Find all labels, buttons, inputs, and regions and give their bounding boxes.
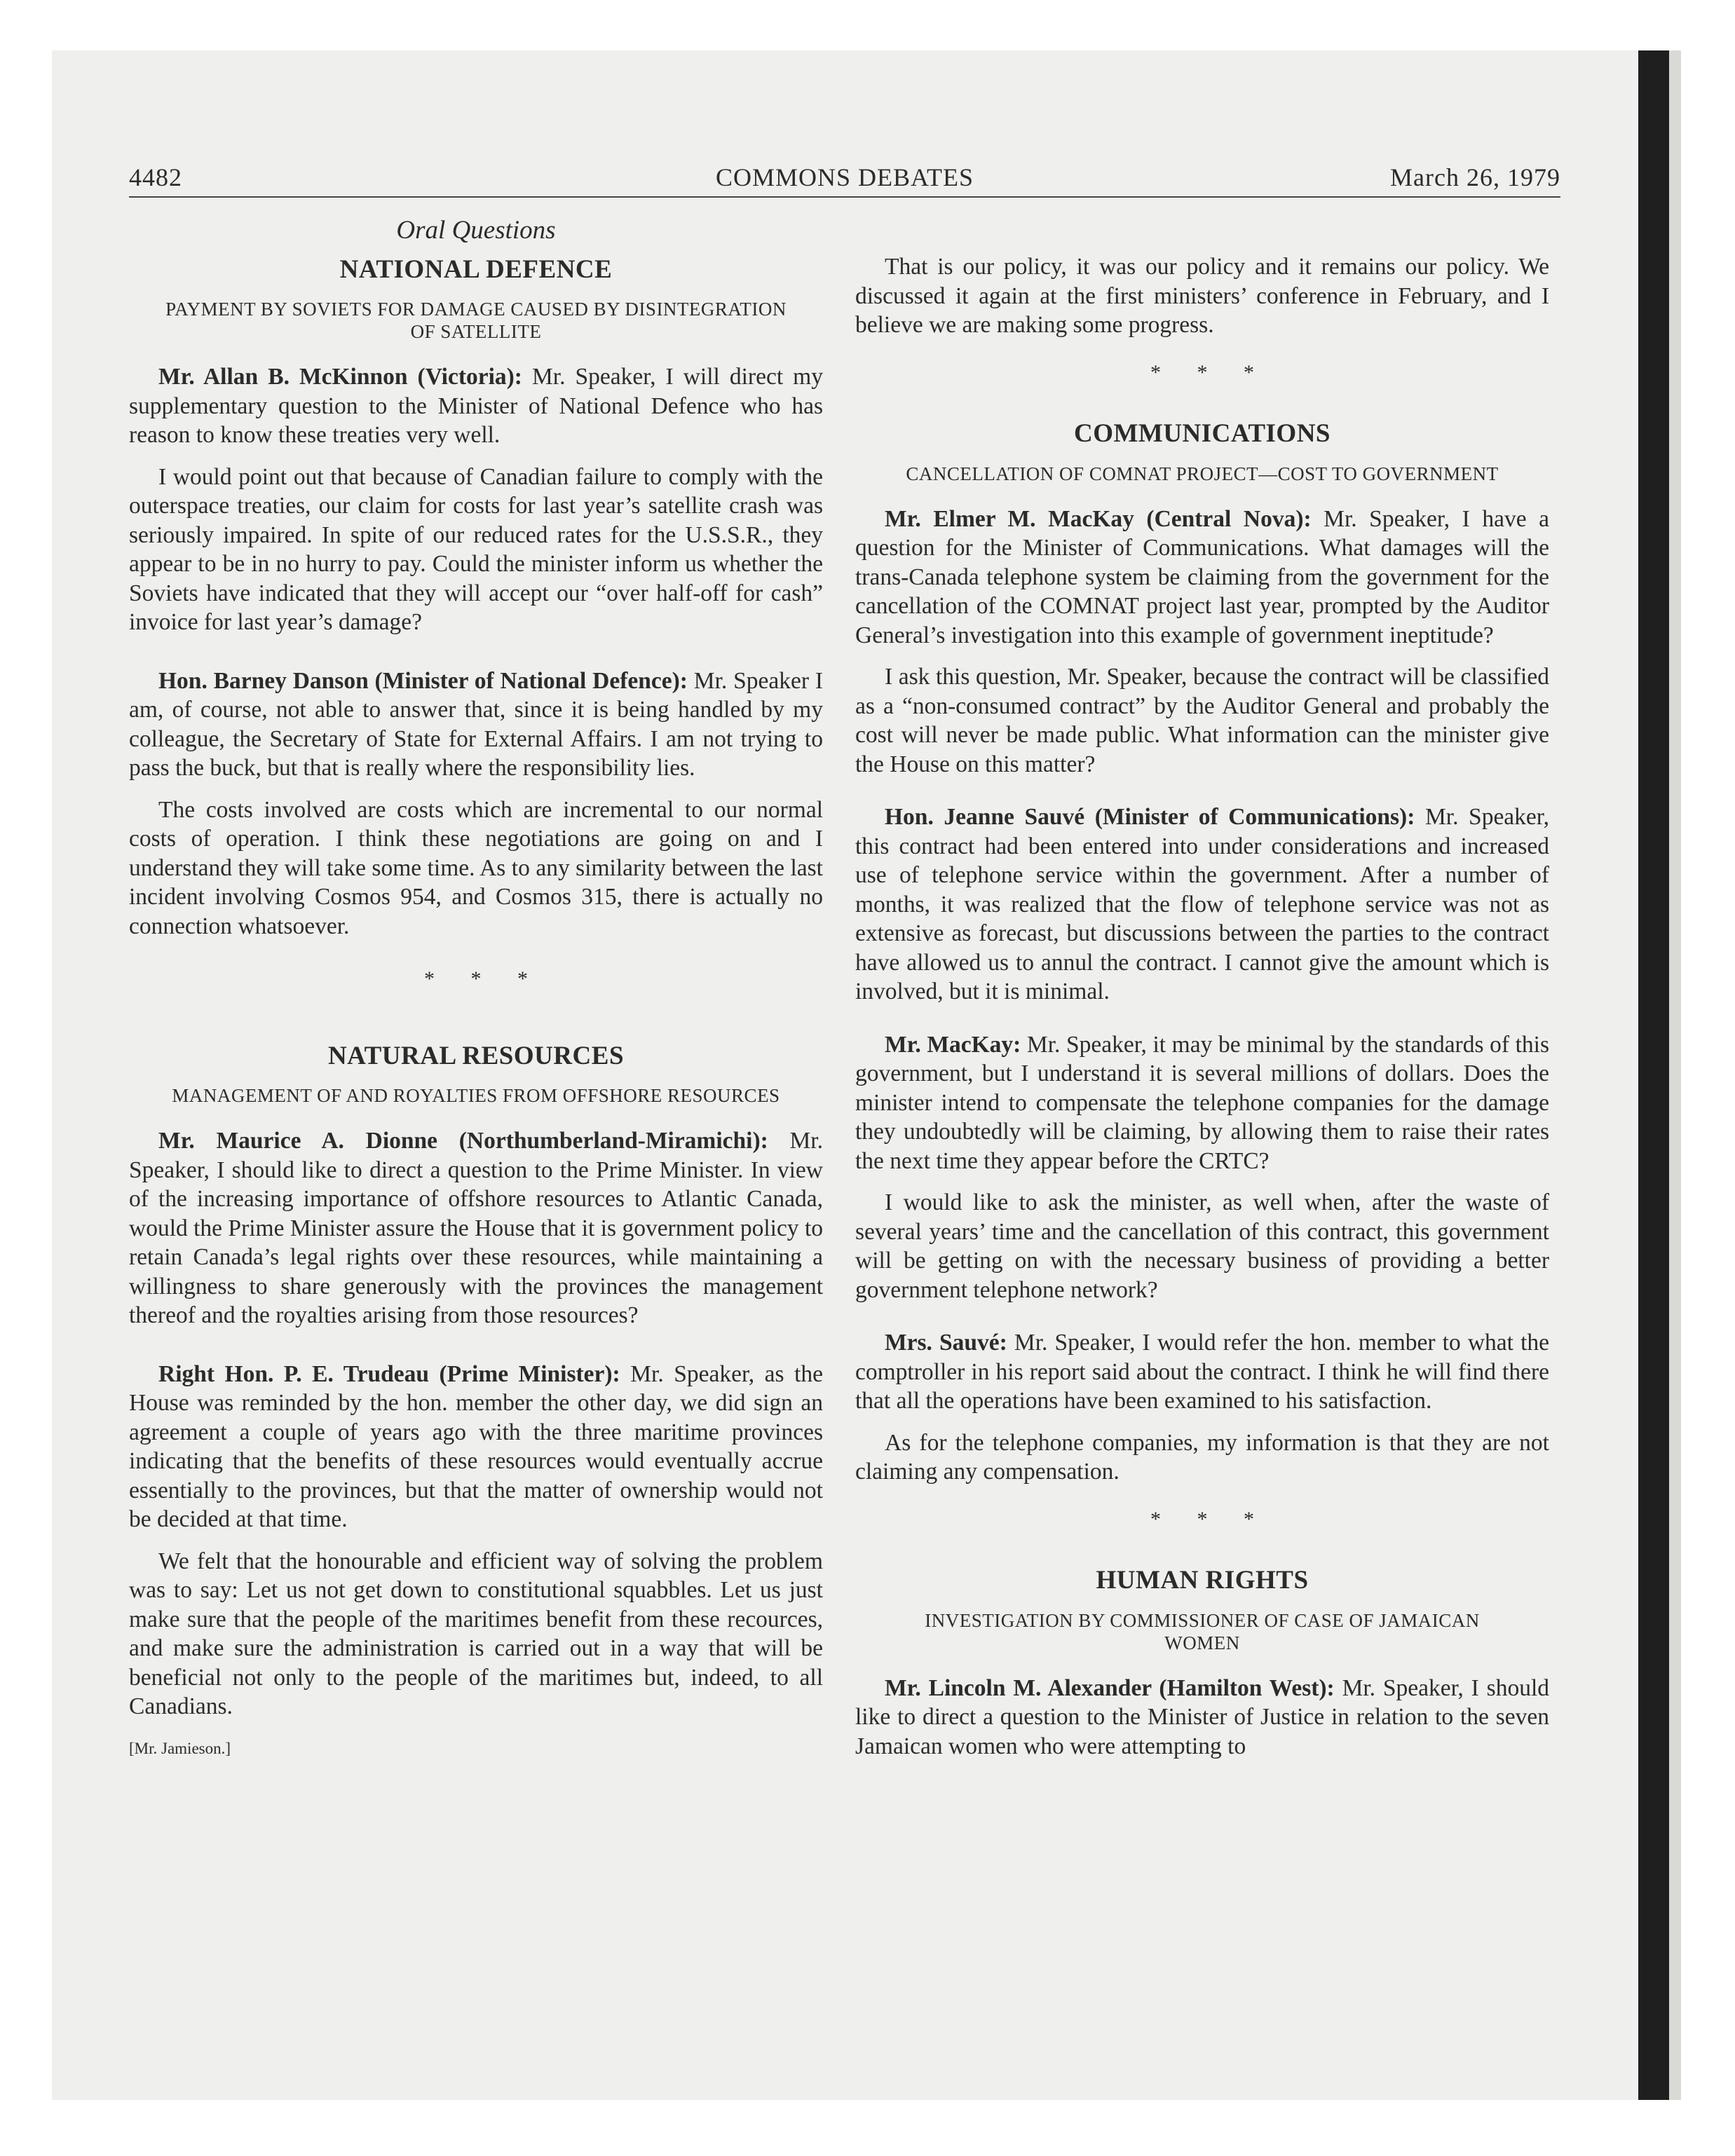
section-label: Oral Questions: [396, 216, 556, 245]
speech-text: Mr. Speaker, I would refer the hon. member to what the comptroller in his report said about the contract. I think he will find there that all the operations have been examined to his satisfaction.: [855, 1330, 1550, 1414]
publication-date: March 26, 1979: [1390, 163, 1560, 191]
paragraph: I ask this question, Mr. Speaker, because the contract will be classified as a “non-consumed contract” by the Auditor General and probably the cost will never be made public. What information can the minister give the House on this matter?: [855, 664, 1549, 777]
subheading-comnat-cancellation: CANCELLATION OF COMNAT PROJECT—COST TO GOVERNMENT: [906, 463, 1499, 484]
paragraph: [855, 1674, 1549, 1761]
scan-edge-margin: [1669, 50, 1681, 2100]
paragraph: [129, 1126, 823, 1330]
speech-text: Mr. Speaker, I should like to direct a question to the Minister of Justice in relation to the seven Jamaican women who were attempting to: [855, 1674, 1549, 1759]
right-column: [855, 210, 1549, 1773]
paragraph: The costs involved are costs which are incremental to our normal costs of operation. I think these negotiations are going on and I understand they will take some time. As to any similarity between the last incident involving Cosmos 954, and Cosmos 315, there is actually no connection whatsoever.: [129, 796, 823, 939]
subheading-jamaican-women: INVESTIGATION BY COMMISSIONER OF CASE OF JAMAICAN WOMEN: [925, 1609, 1480, 1653]
paragraph: [855, 1030, 1549, 1176]
paragraph: [129, 362, 823, 450]
speaker-name: Mr. Maurice A. Dionne (Northumberland-Miramichi):: [158, 1128, 768, 1154]
heading-communications: COMMUNICATIONS: [1073, 419, 1331, 448]
speaker-name: Hon. Jeanne Sauvé (Minister of Communications):: [885, 804, 1415, 830]
paragraph: [855, 1328, 1549, 1416]
paragraph: As for the telephone companies, my information is that they are not claiming any compensation.: [855, 1429, 1549, 1485]
speech-text: Mr. Speaker I am, of course, not able to answer that, since it is being handled by my colleague, the Secretary of State for External Affairs. I am not trying to pass the buck, but that is really where the responsibility lies.: [129, 667, 823, 781]
speaker-attribution: [Mr. Jamieson.]: [129, 1739, 231, 1757]
speech-text: Mr. Speaker, I should like to direct a question to the Prime Minister. In view of the increasing importance of offshore resources to Atlantic Canada, would the Prime Minister assure the House that it is government policy to retain Canada’s legal rights over these resources, while maintaining a willingness to share generously with the provinces the management thereof and the royalties arising from those resources?: [129, 1128, 823, 1328]
section-separator: * * *: [1150, 360, 1270, 384]
speech-text: Mr. Speaker, it may be minimal by the standards of this government, but I understand it is several millions of dollars. Does the minister intend to compensate the telephone companies for the damage they undoubtedly will be claiming, by allowing them to raise their rates the next time they appear before the CRTC?: [855, 1031, 1549, 1174]
speech-text: Mr. Speaker, I have a question for the Minister of Communications. What damages will the trans-Canada telephone system be claiming from the government for the cancellation of the COMNAT project last year, prompted by the Auditor General’s investigation into this example of government ineptitude?: [855, 505, 1549, 648]
speech-text: Mr. Speaker, as the House was reminded by the hon. member the other day, we did sign an agreement a couple of years ago with the three maritime provinces indicating that the benefits of these resources would eventually accrue essentially to the provinces, but that the matter of ownership would not be decided at that time.: [129, 1360, 823, 1532]
paragraph: We felt that the honourable and efficient way of solving the problem was to say: Let us not get down to constitutional squabbles. Let us just make sure that the people of the maritimes benefit from these recources, and make sure the administration is carried out in a way that will be beneficial not only to the people of the maritimes but, indeed, to all Canadians.: [129, 1548, 823, 1719]
speech-text: Mr. Speaker, I will direct my supplementary question to the Minister of National Defence who has reason to know these treaties very well.: [129, 364, 823, 448]
speaker-name: Mr. Allan B. McKinnon (Victoria):: [158, 364, 522, 390]
speaker-name: Mr. Lincoln M. Alexander (Hamilton West):: [885, 1674, 1335, 1701]
heading-national-defence: NATIONAL DEFENCE: [339, 254, 613, 284]
speech-text: Mr. Speaker, this contract had been entered into under considerations and increased use of telephone service within the government. After a number of months, it was realized that the flow of telephone service was not as extensive as forecast, but discussions between the parties to the contract have allowed us to annul the contract. I cannot give the amount which is involved, but it is minimal.: [855, 804, 1549, 1004]
heading-natural-resources: NATURAL RESOURCES: [327, 1041, 625, 1070]
publication-title: COMMONS DEBATES: [715, 163, 974, 191]
section-separator: * * *: [424, 967, 543, 990]
scan-edge-shadow: [1638, 50, 1669, 2100]
paragraph: [129, 667, 823, 783]
left-column: [129, 210, 823, 1763]
speaker-name: Right Hon. P. E. Trudeau (Prime Minister):: [158, 1360, 620, 1387]
paragraph: [129, 1360, 823, 1534]
speaker-name: Mr. MacKay:: [885, 1031, 1021, 1058]
paragraph: I would like to ask the minister, as well when, after the waste of several years’ time and the cancellation of this contract, this government will be getting on with the necessary business of providing a better government telephone network?: [855, 1189, 1549, 1303]
paragraph: That is our policy, it was our policy and it remains our policy. We discussed it again at the first ministers’ conference in February, and I believe we are making some progress.: [855, 254, 1549, 338]
subheading-soviet-payment: PAYMENT BY SOVIETS FOR DAMAGE CAUSED BY DISINTEGRATION OF SATELLITE: [165, 299, 787, 342]
section-separator: * * *: [1150, 1507, 1270, 1531]
paragraph: I would point out that because of Canadian failure to comply with the outerspace treaties, our claim for costs for last year’s satellite crash was seriously impaired. In spite of our reduced rates for the U.S.S.R., they appear to be in no hurry to pay. Could the minister inform us whether the Soviets have indicated that they will accept our “over half-off for cash” invoice for last year’s damage?: [129, 463, 823, 635]
heading-human-rights: HUMAN RIGHTS: [1096, 1566, 1309, 1595]
page-header: [129, 163, 1560, 200]
paragraph: [855, 505, 1549, 650]
subheading-offshore-resources: MANAGEMENT OF AND ROYALTIES FROM OFFSHORE RESOURCES: [172, 1085, 780, 1106]
paragraph: [855, 803, 1549, 1007]
speaker-name: Mrs. Sauvé:: [885, 1330, 1007, 1356]
header-rule: [129, 196, 1560, 198]
page-number: 4482: [129, 163, 182, 191]
speaker-name: Mr. Elmer M. MacKay (Central Nova):: [885, 505, 1312, 532]
speaker-name: Hon. Barney Danson (Minister of National Defence):: [158, 667, 688, 694]
